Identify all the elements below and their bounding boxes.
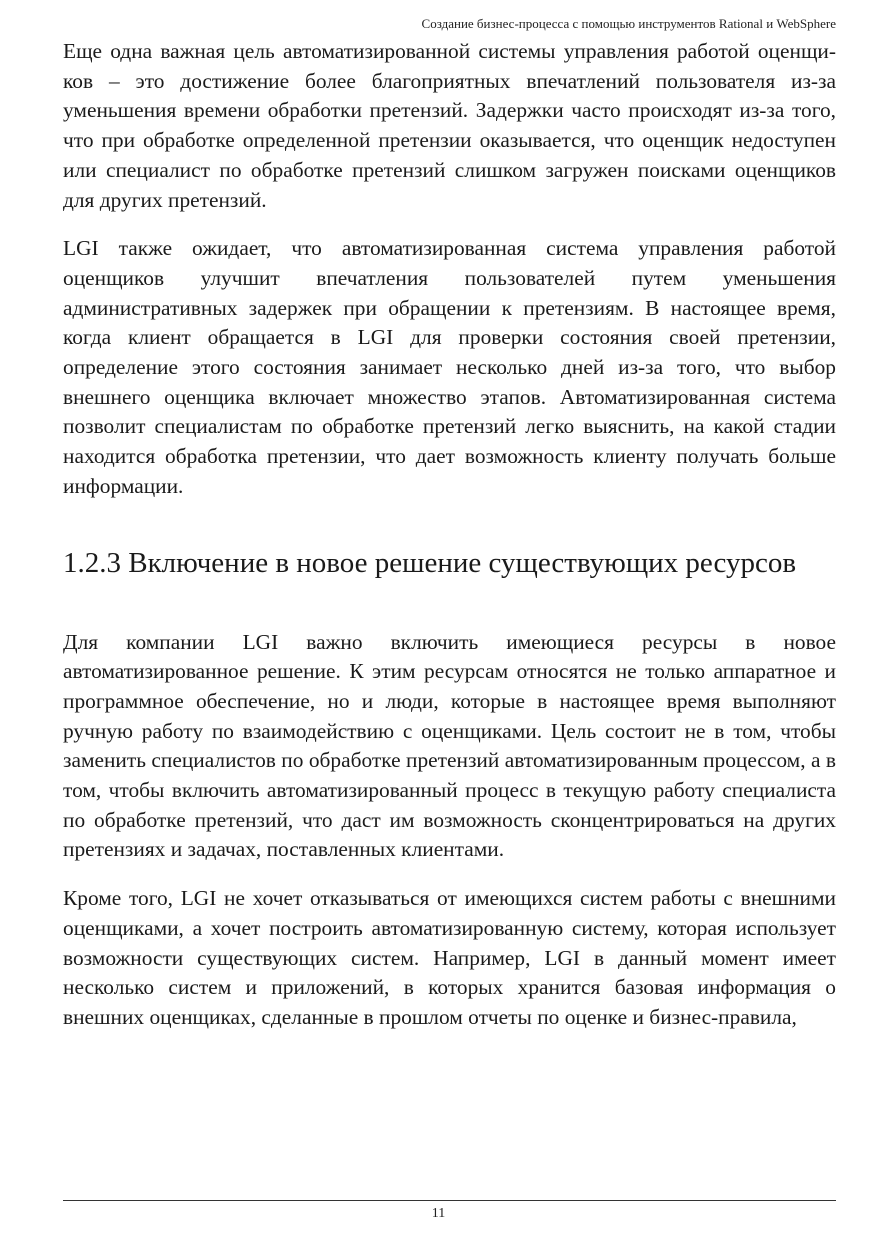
body-paragraph: Кроме того, LGI не хочет отказываться от имеющихся систем работы с внешними оценщиками, а хочет построить автоматизированную систему, которая использует возможности существующих систем. Например, LGI в данный момент имеет несколько систем и приложений, в которых хранится базовая информация о внешних оценщиках, сделанные в прошлом отчеты по оценке и бизнес-правила, bbox=[63, 886, 836, 1029]
page-number: 11 bbox=[431, 1206, 446, 1221]
body-paragraph: Для компании LGI важно включить имеющиеся ресурсы в новое автоматизированное решение. К этим ресурсам относятся не только аппаратное и программное обеспечение, но и люди, которые в настоящее время выполняют ручную работу по взаимодействию с оценщиками. Цель состоит не в том, чтобы заменить специалистов по обработке претензий автоматизированным процессом, а в том, чтобы включить автоматизированный процесс в текущую работу специалиста по обработке претензий, что даст им возможность сконцентрироваться на других претензиях и задачах, поставленных клиентами. bbox=[63, 629, 836, 862]
footer-divider bbox=[63, 1200, 836, 1201]
page-body bbox=[63, 37, 836, 1033]
body-paragraph: Еще одна важная цель автоматизированной системы управления работой оценщи- ков – это достижение более благоприятных впечатлений пользователя из-за уменьшения времени обработки претензий. Задержки часто происходят из-за того, что при обработке определенной претензии оказывается, что оценщик недоступен или специалист по обработке претензий слишком загружен поисками оценщиков для других претензий. bbox=[63, 39, 836, 212]
section-heading: 1.2.3 Включение в новое решение существующих ресурсов bbox=[63, 546, 797, 579]
running-header: Создание бизнес-процесса с помощью инструментов Rational и WebSphere bbox=[421, 16, 836, 31]
body-paragraph: LGI также ожидает, что автоматизированная система управления работой оценщиков улучшит впечатления пользователей путем уменьшения административных задержек при обращении к претензиям. В настоящее время, когда клиент обращается в LGI для проверки состояния своей претензии, определение этого состояния занимает несколько дней из-за того, что выбор внешнего оценщика включает множество этапов. Автоматизированная система позволит специалистам по обработке претензий легко выяснить, на какой стадии находится обработка претензии, что дает возможность клиенту получать больше информации. bbox=[63, 236, 836, 498]
